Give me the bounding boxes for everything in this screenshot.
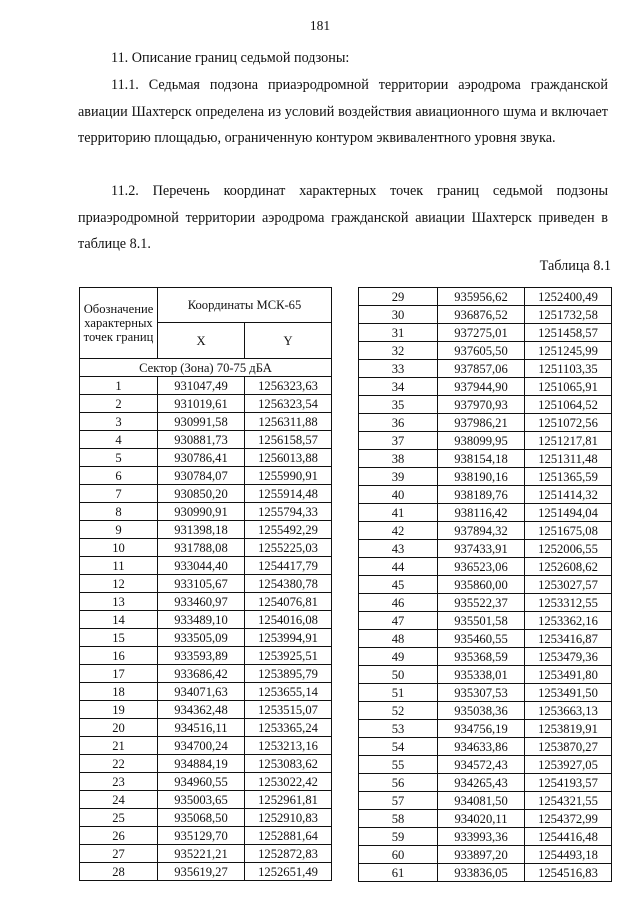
point-number: 43	[359, 540, 438, 558]
paragraph-11-1: 11.1. Седьмая подзона приаэродромной территории аэродрома гражданской авиации Шахтерск определена из условий воздействия авиационного шума и включает территорию площадью, ограниченную контуром эквивалентного уровня звука.	[78, 77, 608, 146]
point-number: 40	[359, 486, 438, 504]
coord-y: 1255225,03	[245, 539, 332, 557]
sector-label: Сектор (Зона) 70-75 дБА	[80, 359, 332, 377]
coord-y: 1253213,16	[245, 737, 332, 755]
coord-y: 1251217,81	[525, 432, 612, 450]
table-row	[359, 702, 612, 720]
coord-x: 935368,59	[438, 648, 525, 666]
point-number: 12	[80, 575, 158, 593]
point-number: 22	[80, 755, 158, 773]
coord-y: 1255492,29	[245, 521, 332, 539]
point-number: 52	[359, 702, 438, 720]
coord-y: 1255914,48	[245, 485, 332, 503]
table-row	[80, 647, 332, 665]
table-row	[80, 557, 332, 575]
coord-y: 1256158,57	[245, 431, 332, 449]
coord-x: 937275,01	[438, 324, 525, 342]
point-number: 42	[359, 522, 438, 540]
table-row	[359, 738, 612, 756]
table-row	[80, 539, 332, 557]
coord-y: 1256323,63	[245, 377, 332, 395]
coord-x: 935460,55	[438, 630, 525, 648]
table-row	[80, 773, 332, 791]
coord-x: 937986,21	[438, 414, 525, 432]
coord-x: 934884,19	[158, 755, 245, 773]
point-number: 26	[80, 827, 158, 845]
table-row	[80, 611, 332, 629]
point-number: 60	[359, 846, 438, 864]
coord-x: 938189,76	[438, 486, 525, 504]
point-number: 9	[80, 521, 158, 539]
point-number: 41	[359, 504, 438, 522]
table-row	[359, 594, 612, 612]
coord-x: 935522,37	[438, 594, 525, 612]
point-number: 5	[80, 449, 158, 467]
coord-x: 930786,41	[158, 449, 245, 467]
table-row	[359, 378, 612, 396]
table-row	[359, 324, 612, 342]
coord-x: 930881,73	[158, 431, 245, 449]
table-row	[359, 486, 612, 504]
coord-y: 1251732,58	[525, 306, 612, 324]
coord-x: 938190,16	[438, 468, 525, 486]
table-row	[80, 809, 332, 827]
table-row	[80, 665, 332, 683]
coord-x: 934516,11	[158, 719, 245, 737]
point-number: 4	[80, 431, 158, 449]
header-y: Y	[245, 323, 332, 359]
table-row	[359, 360, 612, 378]
coord-x: 934071,63	[158, 683, 245, 701]
table-row	[359, 828, 612, 846]
point-number: 8	[80, 503, 158, 521]
point-number: 39	[359, 468, 438, 486]
point-number: 49	[359, 648, 438, 666]
coord-x: 933044,40	[158, 557, 245, 575]
coord-x: 937970,93	[438, 396, 525, 414]
point-number: 36	[359, 414, 438, 432]
coord-x: 933460,97	[158, 593, 245, 611]
coord-y: 1253895,79	[245, 665, 332, 683]
table-row	[359, 288, 612, 306]
table-row	[359, 540, 612, 558]
coord-y: 1254016,08	[245, 611, 332, 629]
table-row	[80, 485, 332, 503]
point-number: 23	[80, 773, 158, 791]
coord-x: 934265,43	[438, 774, 525, 792]
paragraph-11-2: 11.2. Перечень координат характерных точек границ седьмой подзоны приаэродромной территории аэродрома гражданской авиации Шахтерск приведен в таблице 8.1.	[78, 183, 608, 252]
table-row	[359, 774, 612, 792]
coord-y: 1254076,81	[245, 593, 332, 611]
table-row	[80, 521, 332, 539]
table-caption: Таблица 8.1	[539, 258, 611, 274]
table-row	[359, 846, 612, 864]
coord-y: 1253027,57	[525, 576, 612, 594]
point-number: 24	[80, 791, 158, 809]
point-number: 34	[359, 378, 438, 396]
table-row	[359, 432, 612, 450]
table-row	[80, 395, 332, 413]
point-number: 33	[359, 360, 438, 378]
table-row	[359, 648, 612, 666]
table-row	[80, 377, 332, 395]
coord-y: 1253927,05	[525, 756, 612, 774]
table-row	[80, 863, 332, 881]
table-row	[359, 792, 612, 810]
coord-y: 1251245,99	[525, 342, 612, 360]
coord-x: 934700,24	[158, 737, 245, 755]
coord-y: 1254372,99	[525, 810, 612, 828]
header-point: Обозначение характерных точек границ	[80, 288, 158, 359]
coord-x: 934081,50	[438, 792, 525, 810]
table-row	[359, 576, 612, 594]
coord-y: 1252651,49	[245, 863, 332, 881]
coord-x: 935619,27	[158, 863, 245, 881]
coord-x: 933593,89	[158, 647, 245, 665]
coord-x: 931398,18	[158, 521, 245, 539]
coord-y: 1253925,51	[245, 647, 332, 665]
coord-y: 1253870,27	[525, 738, 612, 756]
table-row	[80, 701, 332, 719]
table-row	[359, 450, 612, 468]
point-number: 6	[80, 467, 158, 485]
point-number: 27	[80, 845, 158, 863]
coord-x: 938099,95	[438, 432, 525, 450]
coord-y: 1252961,81	[245, 791, 332, 809]
coord-x: 933993,36	[438, 828, 525, 846]
point-number: 37	[359, 432, 438, 450]
point-number: 10	[80, 539, 158, 557]
table-row	[359, 342, 612, 360]
table-row	[80, 827, 332, 845]
coord-y: 1252910,83	[245, 809, 332, 827]
coord-y: 1253365,24	[245, 719, 332, 737]
coord-y: 1254321,55	[525, 792, 612, 810]
coord-x: 933897,20	[438, 846, 525, 864]
coord-y: 1251458,57	[525, 324, 612, 342]
coord-y: 1253491,50	[525, 684, 612, 702]
coord-x: 936876,52	[438, 306, 525, 324]
coord-x: 935068,50	[158, 809, 245, 827]
coord-x: 935003,65	[158, 791, 245, 809]
table-row	[359, 558, 612, 576]
table-row	[359, 684, 612, 702]
coord-y: 1253479,36	[525, 648, 612, 666]
coord-x: 931047,49	[158, 377, 245, 395]
coord-x: 933489,10	[158, 611, 245, 629]
coord-y: 1252006,55	[525, 540, 612, 558]
header-coordinates: Координаты МСК-65	[158, 288, 332, 323]
point-number: 1	[80, 377, 158, 395]
point-number: 11	[80, 557, 158, 575]
table-row	[80, 629, 332, 647]
coord-x: 934960,55	[158, 773, 245, 791]
point-number: 2	[80, 395, 158, 413]
table-row	[80, 791, 332, 809]
table-row	[359, 666, 612, 684]
table-row	[359, 522, 612, 540]
point-number: 7	[80, 485, 158, 503]
table-row	[80, 413, 332, 431]
coord-x: 937944,90	[438, 378, 525, 396]
coord-x: 933105,67	[158, 575, 245, 593]
coord-x: 930850,20	[158, 485, 245, 503]
coord-y: 1254416,48	[525, 828, 612, 846]
header-x: X	[158, 323, 245, 359]
coord-y: 1255794,33	[245, 503, 332, 521]
point-number: 54	[359, 738, 438, 756]
point-number: 58	[359, 810, 438, 828]
table-row	[359, 468, 612, 486]
coord-x: 937894,32	[438, 522, 525, 540]
point-number: 16	[80, 647, 158, 665]
table-row	[359, 720, 612, 738]
coord-y: 1256323,54	[245, 395, 332, 413]
point-number: 20	[80, 719, 158, 737]
point-number: 46	[359, 594, 438, 612]
table-row	[80, 503, 332, 521]
point-number: 29	[359, 288, 438, 306]
point-number: 51	[359, 684, 438, 702]
point-number: 32	[359, 342, 438, 360]
point-number: 56	[359, 774, 438, 792]
coord-y: 1253416,87	[525, 630, 612, 648]
coord-y: 1251072,56	[525, 414, 612, 432]
coord-x: 936523,06	[438, 558, 525, 576]
table-row	[80, 431, 332, 449]
coord-y: 1251065,91	[525, 378, 612, 396]
table-row	[359, 810, 612, 828]
coord-y: 1253083,62	[245, 755, 332, 773]
point-number: 21	[80, 737, 158, 755]
coord-y: 1252608,62	[525, 558, 612, 576]
point-number: 30	[359, 306, 438, 324]
coord-x: 935307,53	[438, 684, 525, 702]
coord-x: 934020,11	[438, 810, 525, 828]
coord-y: 1253663,13	[525, 702, 612, 720]
coord-x: 935501,58	[438, 612, 525, 630]
coord-y: 1253491,80	[525, 666, 612, 684]
point-number: 15	[80, 629, 158, 647]
coord-x: 934362,48	[158, 701, 245, 719]
point-number: 3	[80, 413, 158, 431]
coord-y: 1254417,79	[245, 557, 332, 575]
point-number: 19	[80, 701, 158, 719]
point-number: 48	[359, 630, 438, 648]
coord-y: 1256013,88	[245, 449, 332, 467]
table-row	[359, 414, 612, 432]
coord-y: 1251414,32	[525, 486, 612, 504]
table-row	[80, 737, 332, 755]
coord-y: 1253515,07	[245, 701, 332, 719]
page-number: 181	[309, 18, 331, 33]
table-row	[359, 306, 612, 324]
coord-x: 935221,21	[158, 845, 245, 863]
coord-x: 930784,07	[158, 467, 245, 485]
point-number: 45	[359, 576, 438, 594]
table-row	[359, 504, 612, 522]
point-number: 17	[80, 665, 158, 683]
coord-y: 1253819,91	[525, 720, 612, 738]
point-number: 44	[359, 558, 438, 576]
coord-y: 1251494,04	[525, 504, 612, 522]
coord-y: 1251103,35	[525, 360, 612, 378]
point-number: 47	[359, 612, 438, 630]
point-number: 35	[359, 396, 438, 414]
table-row	[80, 845, 332, 863]
coord-y: 1253312,55	[525, 594, 612, 612]
coordinates-table-left	[79, 287, 332, 881]
coord-y: 1252872,83	[245, 845, 332, 863]
coordinates-table-right	[358, 287, 612, 882]
coord-x: 933686,42	[158, 665, 245, 683]
coord-x: 934633,86	[438, 738, 525, 756]
point-number: 28	[80, 863, 158, 881]
coord-x: 937605,50	[438, 342, 525, 360]
coord-x: 933505,09	[158, 629, 245, 647]
coord-y: 1252400,49	[525, 288, 612, 306]
coord-x: 935338,01	[438, 666, 525, 684]
coord-y: 1256311,88	[245, 413, 332, 431]
table-row	[80, 467, 332, 485]
coord-x: 934756,19	[438, 720, 525, 738]
point-number: 53	[359, 720, 438, 738]
coord-y: 1251675,08	[525, 522, 612, 540]
point-number: 25	[80, 809, 158, 827]
coord-x: 935860,00	[438, 576, 525, 594]
coord-y: 1255990,91	[245, 467, 332, 485]
point-number: 61	[359, 864, 438, 882]
coord-y: 1253655,14	[245, 683, 332, 701]
table-row	[80, 719, 332, 737]
coord-y: 1251064,52	[525, 396, 612, 414]
point-number: 57	[359, 792, 438, 810]
coord-x: 935038,36	[438, 702, 525, 720]
coord-y: 1254193,57	[525, 774, 612, 792]
coord-y: 1251365,59	[525, 468, 612, 486]
coord-x: 937857,06	[438, 360, 525, 378]
table-row	[359, 396, 612, 414]
coord-y: 1253362,16	[525, 612, 612, 630]
point-number: 31	[359, 324, 438, 342]
point-number: 50	[359, 666, 438, 684]
section-heading: 11. Описание границ седьмой подзоны:	[111, 50, 350, 66]
coord-y: 1254516,83	[525, 864, 612, 882]
point-number: 55	[359, 756, 438, 774]
coord-x: 930991,58	[158, 413, 245, 431]
table-row	[80, 575, 332, 593]
coord-x: 935129,70	[158, 827, 245, 845]
table-row	[80, 593, 332, 611]
coord-y: 1251311,48	[525, 450, 612, 468]
table-row	[80, 683, 332, 701]
table-row	[359, 864, 612, 882]
point-number: 59	[359, 828, 438, 846]
coord-y: 1252881,64	[245, 827, 332, 845]
point-number: 13	[80, 593, 158, 611]
table-row	[359, 630, 612, 648]
coord-x: 931788,08	[158, 539, 245, 557]
coord-x: 933836,05	[438, 864, 525, 882]
coord-x: 934572,43	[438, 756, 525, 774]
table-row	[359, 756, 612, 774]
coord-x: 935956,62	[438, 288, 525, 306]
coord-y: 1254493,18	[525, 846, 612, 864]
coord-x: 931019,61	[158, 395, 245, 413]
point-number: 18	[80, 683, 158, 701]
table-row	[80, 449, 332, 467]
point-number: 38	[359, 450, 438, 468]
coord-x: 937433,91	[438, 540, 525, 558]
coord-x: 938154,18	[438, 450, 525, 468]
coord-x: 930990,91	[158, 503, 245, 521]
table-row	[359, 612, 612, 630]
coord-y: 1253022,42	[245, 773, 332, 791]
coord-y: 1253994,91	[245, 629, 332, 647]
point-number: 14	[80, 611, 158, 629]
table-row	[80, 755, 332, 773]
coord-y: 1254380,78	[245, 575, 332, 593]
coord-x: 938116,42	[438, 504, 525, 522]
